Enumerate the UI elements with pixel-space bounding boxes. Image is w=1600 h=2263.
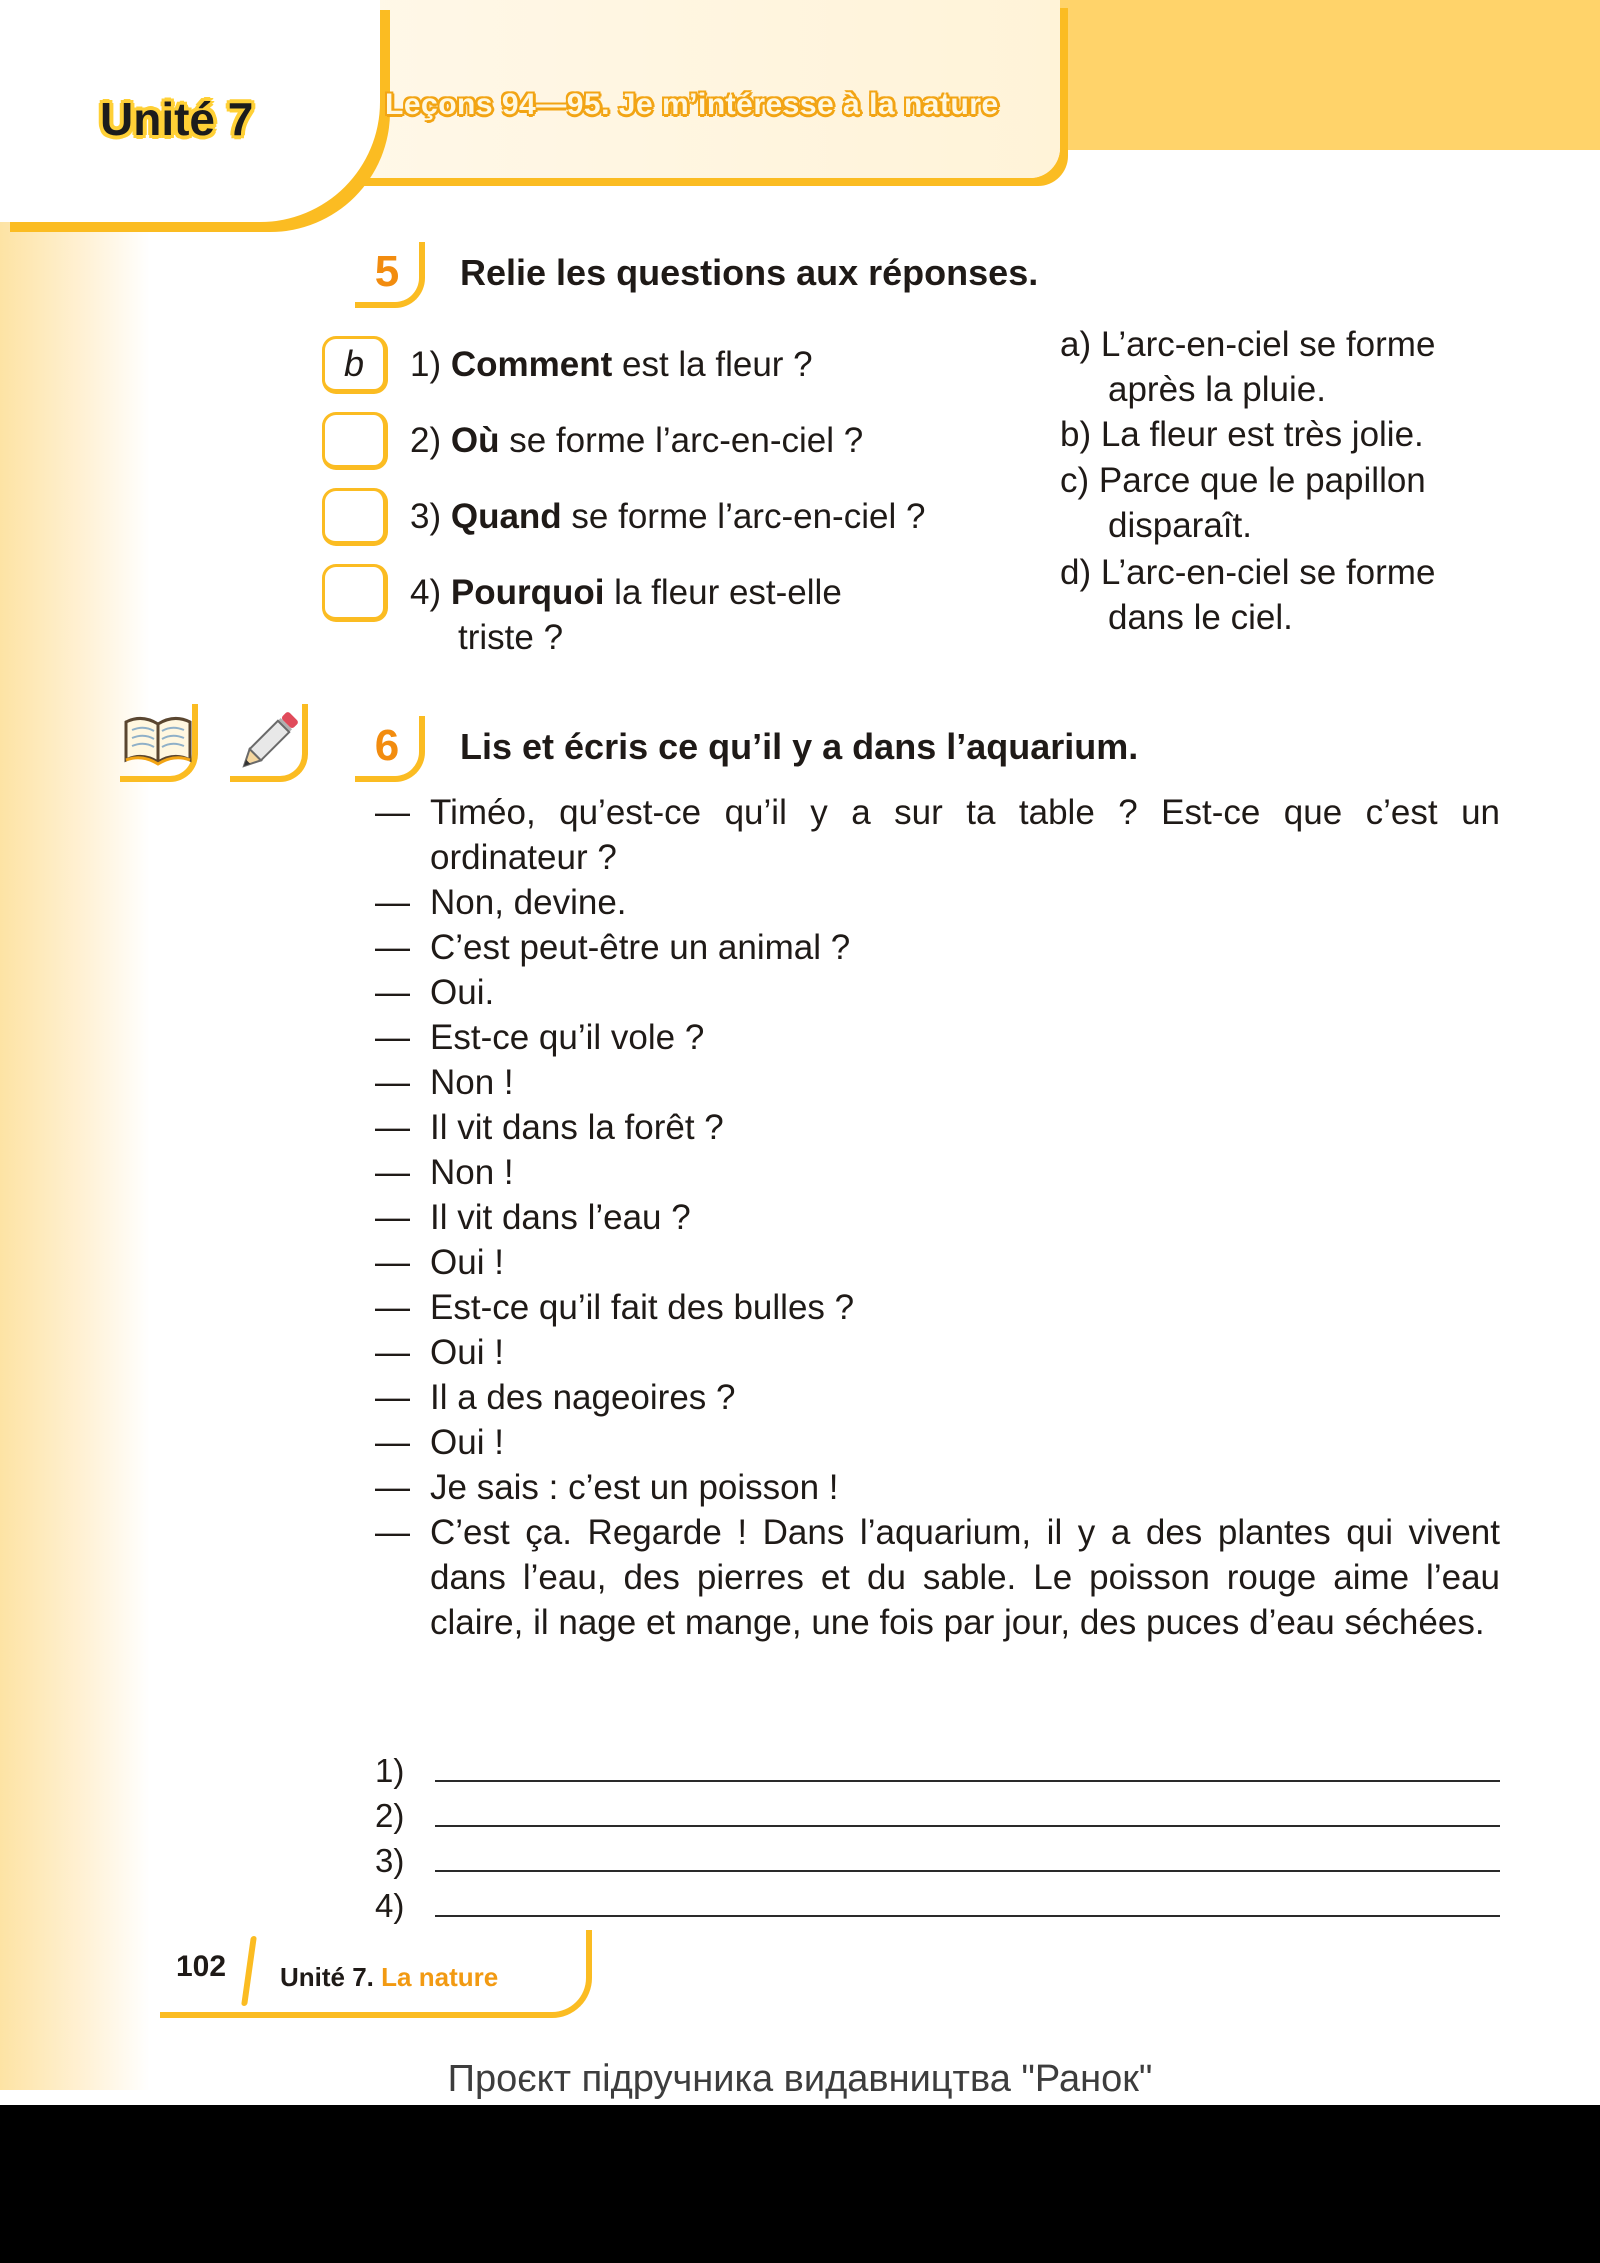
dialogue-line [375,1465,1500,1510]
dialogue-text: Oui ! [430,1423,504,1462]
question-1-text: est la fleur ? [612,345,813,384]
question-3-text: se forme l’arc-en-ciel ? [561,497,926,536]
answer-line-2[interactable] [375,1790,1500,1835]
dialogue-dash: — [375,1378,410,1417]
answer-line-1[interactable] [375,1745,1500,1790]
answer-line-num: 3) [375,1842,405,1879]
dialogue-dash: — [375,1153,410,1192]
dialogue-line [375,1510,1500,1645]
answer-box-4[interactable] [322,564,388,622]
answer-box-2[interactable] [322,412,388,470]
answer-c [1060,458,1490,548]
answer-a [1060,322,1490,412]
dialogue-line [375,1420,1500,1465]
question-3 [410,494,1010,539]
answer-d-line2: dans le ciel. [1108,598,1293,637]
dialogue-text: Oui ! [430,1243,504,1282]
dialogue-text: Oui ! [430,1333,504,1372]
answer-b [1060,412,1490,457]
answer-d [1060,550,1490,640]
dialogue-text: Oui. [430,973,495,1012]
dialogue-dash: — [375,1423,410,1462]
dialogue-text: Timéo, qu’est-ce qu’il y a sur ta table ? Est-ce que c’est un ordinateur ? [430,793,1500,877]
dialogue-dash: — [375,1198,410,1237]
answer-box-3[interactable] [322,488,388,546]
footer-unit [280,1962,498,1993]
dialogue-text: Non ! [430,1153,514,1192]
dialogue-line [375,1285,1500,1330]
dialogue-dash: — [375,1288,410,1327]
exercise-6-title: Lis et écris ce qu’il y a dans l’aquarium. [460,726,1139,767]
dialogue-dash: — [375,1468,410,1507]
dialogue-text: Non ! [430,1063,514,1102]
exercise-6-number: 6 [355,716,425,782]
open-book-icon [122,710,194,770]
exercise-5-title: Relie les questions aux réponses. [460,252,1039,293]
footer-unit-topic: La nature [381,1962,499,1992]
unit-badge: Unité 7 [100,93,254,145]
publisher-watermark: Проєкт підручника видавництва "Ранок" [447,2058,1153,2100]
dialogue-text: C’est ça. Regarde ! Dans l’aquarium, il y a des plantes qui vivent dans l’eau, des pierres et du sable. Le poisson rouge aime l’eau claire, il nage et mange, une fois par jour, des puces d’eau séchées. [430,1513,1500,1642]
footer-unit-label: Unité 7. [280,1962,374,1992]
dialogue-dash: — [375,793,410,832]
answer-a-line1: a) L’arc-en-ciel se forme [1060,325,1436,364]
question-2-keyword: Où [450,421,500,460]
dialogue-text: Non, devine. [430,883,627,922]
answer-line-num: 2) [375,1797,405,1834]
answer-b-line1: b) La fleur est très jolie. [1060,415,1424,454]
dialogue-line [375,1150,1500,1195]
dialogue-dash: — [375,1108,410,1147]
question-1 [410,342,1010,387]
dialogue-line [375,1375,1500,1420]
answer-box-1[interactable]: b [322,336,388,394]
pencil-icon [232,706,304,778]
question-2 [410,418,1010,463]
answer-a-line2: après la pluie. [1108,370,1326,409]
question-3-keyword: Quand [450,497,562,536]
answer-line-num: 4) [375,1887,405,1924]
question-4-keyword: Pourquoi [450,573,605,612]
question-2-text: se forme l’arc-en-ciel ? [499,421,864,460]
question-3-num: 3) [410,497,442,536]
writing-icon-box [230,704,308,782]
lesson-title: Leçons 94—95. Je m’intéresse à la nature [385,88,999,121]
dialogue-dash: — [375,883,410,922]
dialogue-text: Je sais : c’est un poisson ! [430,1468,839,1507]
dialogue-text: Est-ce qu’il fait des bulles ? [430,1288,855,1327]
bottom-black-band [0,2105,1600,2263]
dialogue-dash: — [375,1018,410,1057]
question-2-num: 2) [410,421,442,460]
question-4 [410,570,1010,660]
question-4-num: 4) [410,573,442,612]
dialogue-text: C’est peut-être un animal ? [430,928,851,967]
writing-rule[interactable] [435,1915,1500,1917]
answer-c-line2: disparaît. [1108,506,1252,545]
left-margin-strip [0,0,150,2090]
page-number: 102 [176,1950,227,1983]
dialogue-dash: — [375,973,410,1012]
dialogue-line [375,925,1500,970]
writing-rule[interactable] [435,1825,1500,1827]
dialogue-text: Est-ce qu’il vole ? [430,1018,705,1057]
dialogue-line [375,880,1500,925]
exercise-5-number: 5 [355,242,425,308]
question-4-text: la fleur est-elle [604,573,842,612]
answer-c-line1: c) Parce que le papillon [1060,461,1426,500]
answer-lines [375,1745,1500,1925]
dialogue-line [375,970,1500,1015]
dialogue-line [375,1330,1500,1375]
answer-line-num: 1) [375,1752,405,1789]
dialogue-line [375,1105,1500,1150]
dialogue-dash: — [375,1243,410,1282]
dialogue-dash: — [375,1063,410,1102]
question-1-keyword: Comment [450,345,613,384]
dialogue-dash: — [375,1333,410,1372]
dialogue-text: Il a des nageoires ? [430,1378,736,1417]
dialogue-line [375,1195,1500,1240]
dialogue-text: Il vit dans la forêt ? [430,1108,724,1147]
answer-line-3[interactable] [375,1835,1500,1880]
answer-d-line1: d) L’arc-en-ciel se forme [1060,553,1436,592]
dialogue-line [375,1240,1500,1285]
dialogue-line [375,1060,1500,1105]
writing-rule[interactable] [435,1780,1500,1782]
writing-rule[interactable] [435,1870,1500,1872]
reading-icon-box [120,704,198,782]
dialogue-dash: — [375,928,410,967]
dialogue-line [375,1015,1500,1060]
dialogue-dash: — [375,1513,410,1552]
answer-line-4[interactable] [375,1880,1500,1925]
dialogue-line [375,790,1500,880]
question-4-text-cont: triste ? [458,618,564,657]
question-1-num: 1) [410,345,442,384]
dialogue [375,790,1500,1645]
dialogue-text: Il vit dans l’eau ? [430,1198,691,1237]
